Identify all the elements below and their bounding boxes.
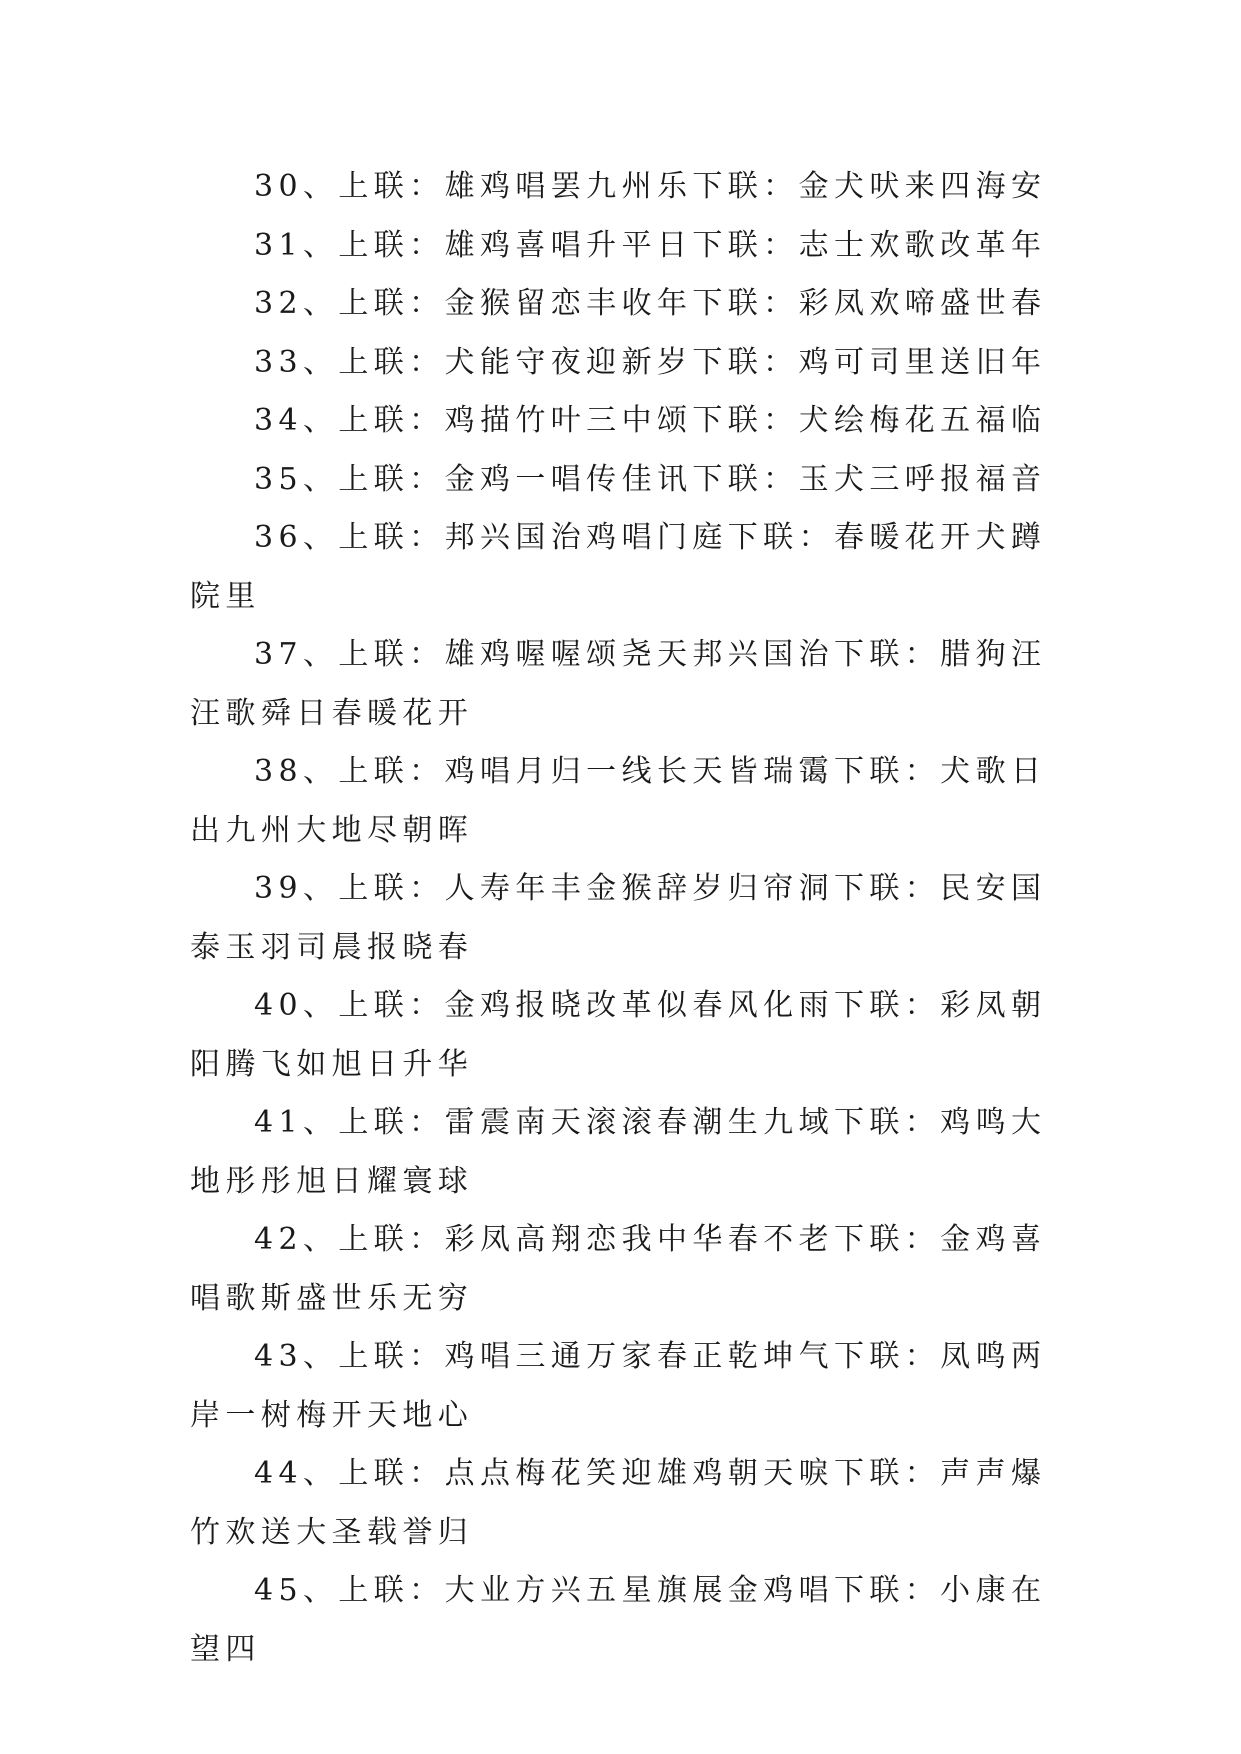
couplet-40: 40、上联：金鸡报晓改革似春风化雨下联：彩凤朝阳腾飞如旭日升华 <box>190 988 1047 1082</box>
couplet-44: 44、上联：点点梅花笑迎雄鸡朝天唳下联：声声爆竹欢送大圣载誉归 <box>190 1456 1047 1550</box>
couplet-45: 45、上联：大业方兴五星旗展金鸡唱下联：小康在望四 <box>190 1573 1047 1667</box>
couplet-31: 31、上联：雄鸡喜唱升平日下联：志士欢歌改革年 <box>254 227 1047 263</box>
couplet-39: 39、上联：人寿年丰金猴辞岁归帘洞下联：民安国泰玉羽司晨报晓春 <box>190 871 1047 965</box>
couplet-36: 36、上联：邦兴国治鸡唱门庭下联：春暖花开犬蹲院里 <box>190 520 1047 614</box>
couplet-34: 34、上联：鸡描竹叶三中颂下联：犬绘梅花五福临 <box>254 403 1047 438</box>
couplet-38: 38、上联：鸡唱月归一线长天皆瑞霭下联：犬歌日出九州大地尽朝晖 <box>190 754 1047 848</box>
couplet-32: 32、上联：金猴留恋丰收年下联：彩凤欢啼盛世春 <box>254 286 1047 321</box>
couplet-33: 33、上联：犬能守夜迎新岁下联：鸡可司里送旧年 <box>254 344 1047 380</box>
couplet-41: 41、上联：雷震南天滚滚春潮生九域下联：鸡鸣大地彤彤旭日耀寰球 <box>190 1105 1047 1199</box>
couplet-42: 42、上联：彩凤高翔恋我中华春不老下联：金鸡喜唱歌斯盛世乐无穷 <box>190 1222 1047 1316</box>
couplet-30: 30、上联：雄鸡唱罢九州乐下联：金犬吠来四海安 <box>254 169 1047 204</box>
couplet-43: 43、上联：鸡唱三通万家春正乾坤气下联：凤鸣两岸一树梅开天地心 <box>190 1339 1047 1433</box>
couplet-35: 35、上联：金鸡一唱传佳讯下联：玉犬三呼报福音 <box>254 461 1047 497</box>
document-body <box>190 158 1056 1679</box>
couplet-37: 37、上联：雄鸡喔喔颂尧天邦兴国治下联：腊狗汪汪歌舜日春暖花开 <box>190 637 1047 731</box>
